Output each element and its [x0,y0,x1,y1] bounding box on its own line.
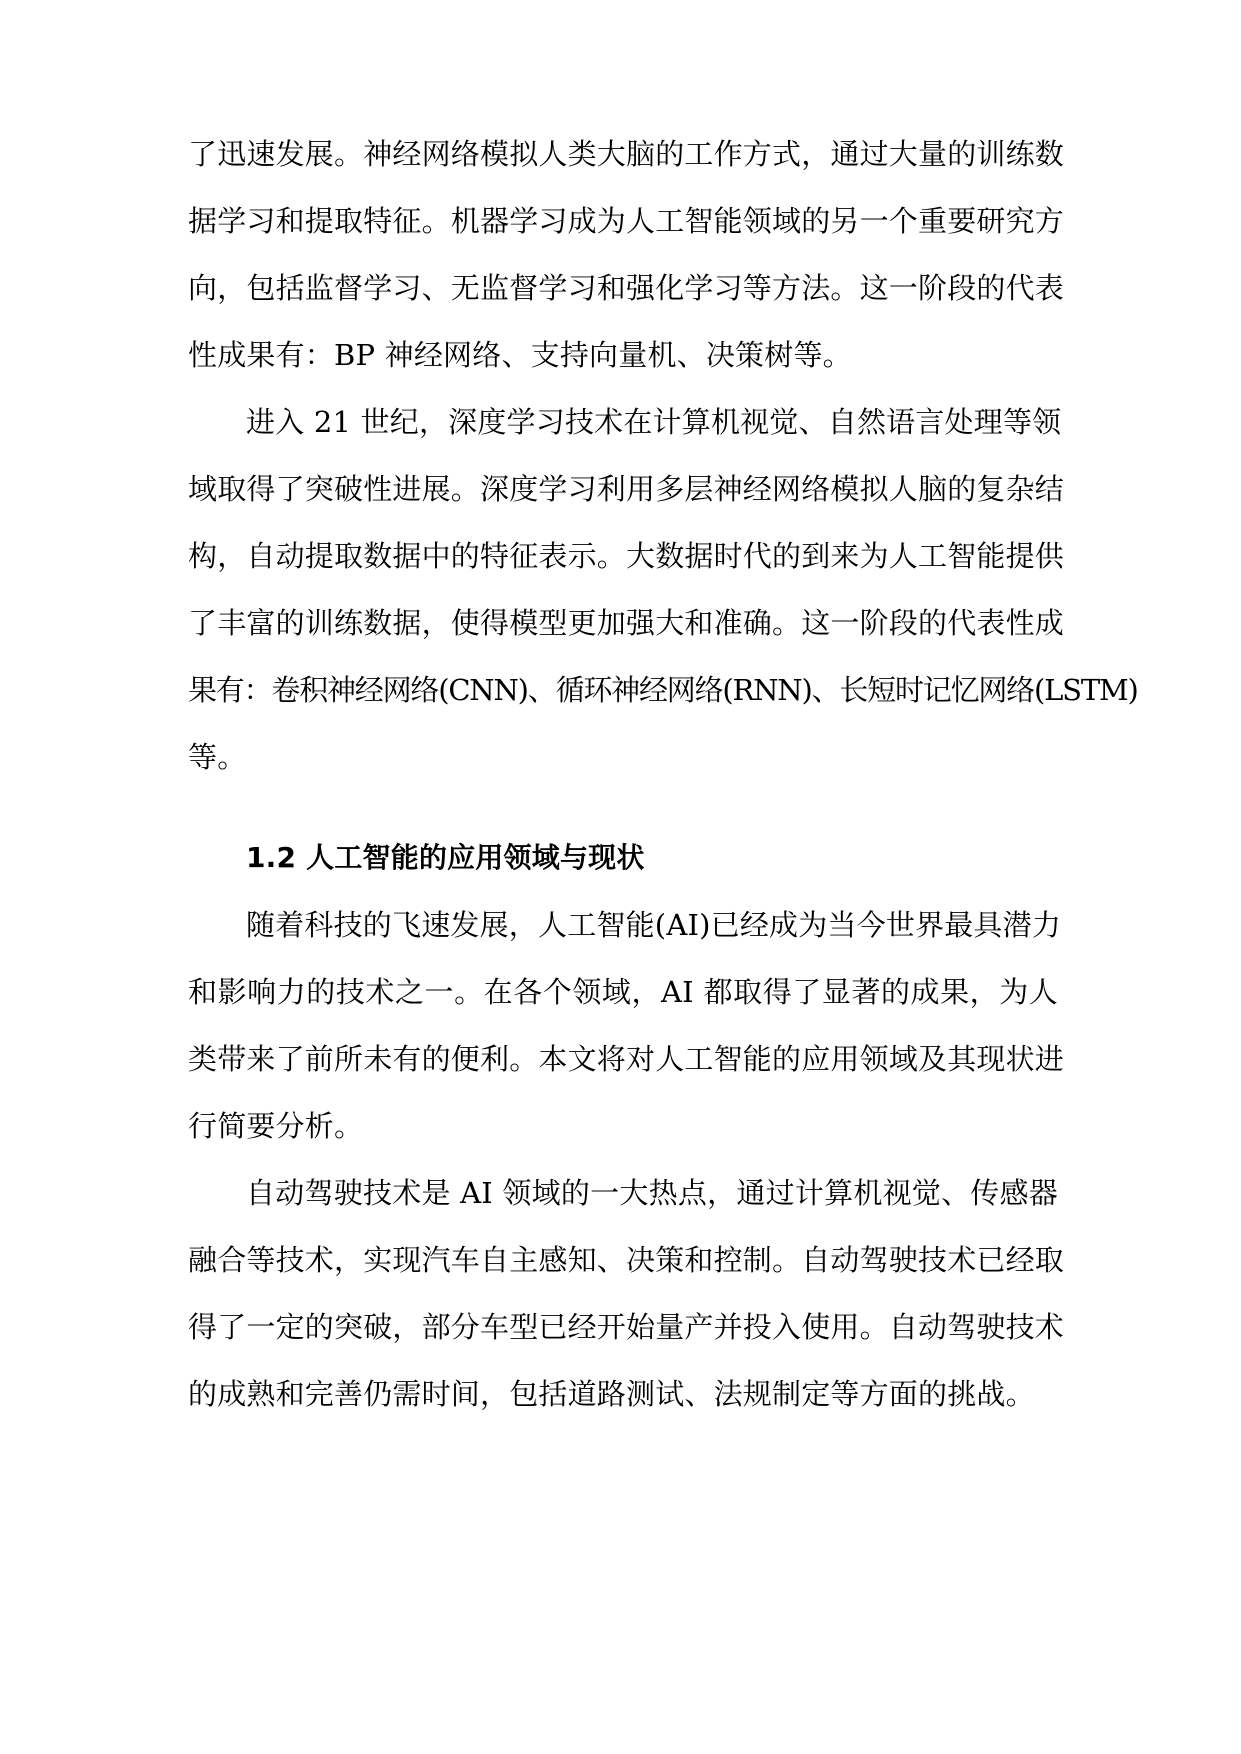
text-line: 行简要分析。 [188,1109,364,1143]
text-line: 果有：卷积神经网络(CNN)、循环神经网络(RNN)、长短时记忆网络(LSTM) [188,673,1138,707]
text-line: 域取得了突破性进展。深度学习利用多层神经网络模拟人脑的复杂结 [188,472,1065,506]
text-line: 进入 21 世纪，深度学习技术在计算机视觉、自然语言处理等领 [246,405,1062,439]
text-line: 自动驾驶技术是 AI 领域的一大热点，通过计算机视觉、传感器 [246,1176,1058,1210]
text-line: 向，包括监督学习、无监督学习和强化学习等方法。这一阶段的代表 [188,271,1065,305]
text-line: 随着科技的飞速发展，人工智能(AI)已经成为当今世界最具潜力 [246,908,1062,942]
section-heading: 1.2 人工智能的应用领域与现状 [246,841,645,874]
text-line: 据学习和提取特征。机器学习成为人工智能领域的另一个重要研究方 [188,204,1065,238]
text-line: 类带来了前所未有的便利。本文将对人工智能的应用领域及其现状进 [188,1042,1065,1076]
text-line: 融合等技术，实现汽车自主感知、决策和控制。自动驾驶技术已经取 [188,1243,1065,1277]
text-line: 得了一定的突破，部分车型已经开始量产并投入使用。自动驾驶技术 [188,1310,1065,1344]
text-line: 性成果有：BP 神经网络、支持向量机、决策树等。 [188,338,852,372]
text-line: 的成熟和完善仍需时间，包括道路测试、法规制定等方面的挑战。 [188,1377,1035,1411]
text-line: 了丰富的训练数据，使得模型更加强大和准确。这一阶段的代表性成 [188,606,1065,640]
text-line: 等。 [188,740,247,774]
text-line: 和影响力的技术之一。在各个领域，AI 都取得了显著的成果，为人 [188,975,1058,1009]
text-line: 构，自动提取数据中的特征表示。大数据时代的到来为人工智能提供 [188,539,1065,573]
text-line: 了迅速发展。神经网络模拟人类大脑的工作方式，通过大量的训练数 [188,137,1065,171]
